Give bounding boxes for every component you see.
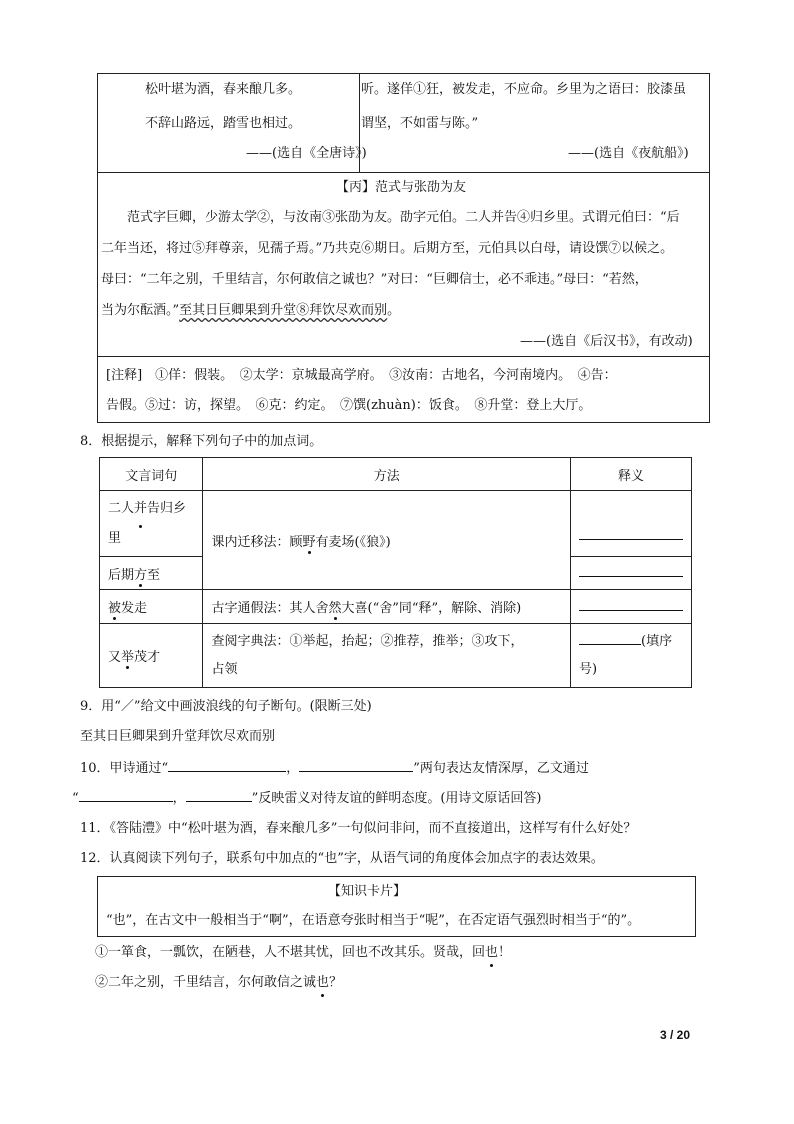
q8-phrase-3: 被发走 (100, 590, 203, 624)
q8-answer-1[interactable] (571, 491, 692, 557)
q12-sentence-1: ①一箪食，一瓢饮，在陋巷，人不堪其忧，回也不改其乐。贤哉，回也！ (95, 943, 511, 963)
q8-phrase-2: 后期方至 (100, 557, 203, 590)
q10-line-1: 10．甲诗通过“ ， ”两句表达友情深厚，乙文通过 (80, 757, 589, 779)
q9-sentence[interactable]: 至其日巨卿果到升堂拜饮尽欢而别 (80, 729, 276, 744)
dotted-char: 野 (303, 531, 316, 550)
yi-source: ——(选自《夜航船》) (568, 146, 689, 161)
q8-answer-4[interactable]: (填序 号) (571, 624, 692, 688)
q8-method-1: 课内迁移法：顾野有麦场(《狼》) (203, 491, 571, 590)
q8-answer-2[interactable] (571, 557, 692, 590)
answer-blank[interactable] (579, 525, 683, 540)
answer-blank[interactable] (299, 757, 413, 772)
q8-prompt: 8．根据提示，解释下列句子中的加点词。 (80, 434, 323, 449)
poem-line-1: 松叶堪为酒，春来酿几多。 (145, 82, 302, 97)
bing-p4-post: 。 (387, 303, 401, 318)
q8-table (99, 457, 692, 688)
q8-method-4: 查阅字典法：①举起，抬起；②推荐，推举；③攻下， 占领 (203, 624, 571, 688)
bing-paragraph-line-1: 范式字巨卿，少游太学②，与汝南③张劭为友。劭字元伯。二人并告④归乡里。式谓元伯曰：“后 (127, 210, 680, 225)
q10-line-2: “ ， ”反映雷义对待友谊的鲜明态度。(用诗文原话回答) (72, 787, 541, 809)
dotted-char: 并 (134, 494, 147, 524)
q8-header-meaning: 释义 (571, 458, 692, 491)
q11-prompt: 11．《答陆澧》中“松叶堪为酒，春来酿几多”一句似问非问，而不直接道出，这样写有什么好处？ (80, 821, 637, 836)
q8-header-phrase: 文言词句 (100, 458, 203, 491)
q8-answer-3[interactable] (571, 590, 692, 624)
answer-blank[interactable] (186, 787, 252, 802)
answer-blank[interactable] (79, 787, 173, 802)
q8-header-method: 方法 (203, 458, 571, 491)
bing-paragraph-line-4 (101, 301, 400, 321)
bing-title: 【丙】范式与张劭为友 (336, 180, 467, 195)
bing-source: ——(选自《后汉书》，有改动) (520, 334, 693, 349)
bing-paragraph-line-3: 母曰：“二年之别，千里结言，尔何敢信之诚也？”对曰：“巨卿信士，必不乖违。”母曰：“若然， (101, 272, 648, 287)
yi-line-1: 听。遂佯①狂，被发走，不应命。乡里为之语曰：胶漆虽 (361, 82, 687, 97)
knowledge-card-title: 【知识卡片】 (328, 884, 407, 899)
poem-line-2: 不辞山路远，踏雪也相过。 (145, 116, 302, 131)
page-number: 3 / 20 (660, 1028, 691, 1042)
yi-line-2: 谓坚，不如雷与陈。” (361, 116, 479, 131)
q8-phrase-1: 二人并告归乡 里 (100, 491, 203, 557)
q8-phrase-4: 又举茂才 (100, 624, 203, 688)
bing-paragraph-line-2: 二年当还，将过⑤拜尊亲，见孺子焉。”乃共克⑥期日。后期方至，元伯具以白母，请设馔⑦以候之。 (101, 241, 674, 256)
dotted-char: 举 (121, 646, 134, 665)
answer-blank[interactable] (168, 757, 286, 772)
dotted-char: 也 (485, 943, 498, 963)
divider-horizontal-2 (98, 356, 709, 357)
wavy-sentence: 至其日巨卿果到升堂⑧拜饮尽欢而别 (179, 303, 388, 318)
dotted-char: 也 (316, 973, 329, 993)
dotted-char: 被 (108, 597, 121, 616)
q12-sentence-2: ②二年之别，千里结言，尔何敢信之诚也？ (95, 973, 342, 993)
answer-blank[interactable] (579, 630, 641, 645)
answer-blank[interactable] (579, 562, 683, 577)
poem-source: ——(选自《全唐诗》) (246, 146, 367, 161)
q9-prompt: 9．用“／”给文中画波浪线的句子断句。(限断三处) (80, 699, 372, 714)
dotted-char: 方 (134, 564, 147, 583)
notes-line-2: 告假。⑤过：访，探望。 ⑥克：约定。 ⑦馔(zhuàn)：饭食。 ⑧升堂：登上大厅。 (106, 398, 592, 413)
answer-blank[interactable] (579, 596, 683, 611)
notes-line-1: [注释] ①佯：假装。 ②太学：京城最高学府。 ③汝南：古地名，今河南境内。 ④告： (106, 368, 617, 383)
q12-prompt: 12．认真阅读下列句子，联系句中加点的“也”字，从语气词的角度体会加点字的表达效果。 (80, 851, 604, 866)
bing-p4-pre: 当为尔酝酒。” (101, 303, 180, 318)
divider-horizontal-1 (98, 172, 709, 173)
knowledge-card (97, 876, 696, 937)
dotted-char: 然 (329, 597, 342, 616)
q8-method-3: 古字通假法：其人舍然大喜(“舍”同“释”，解除、消除) (203, 590, 571, 624)
knowledge-card-text: “也”，在古文中一般相当于“啊”，在语意夸张时相当于“呢”，在否定语气强烈时相当于“的”。 (106, 913, 641, 928)
